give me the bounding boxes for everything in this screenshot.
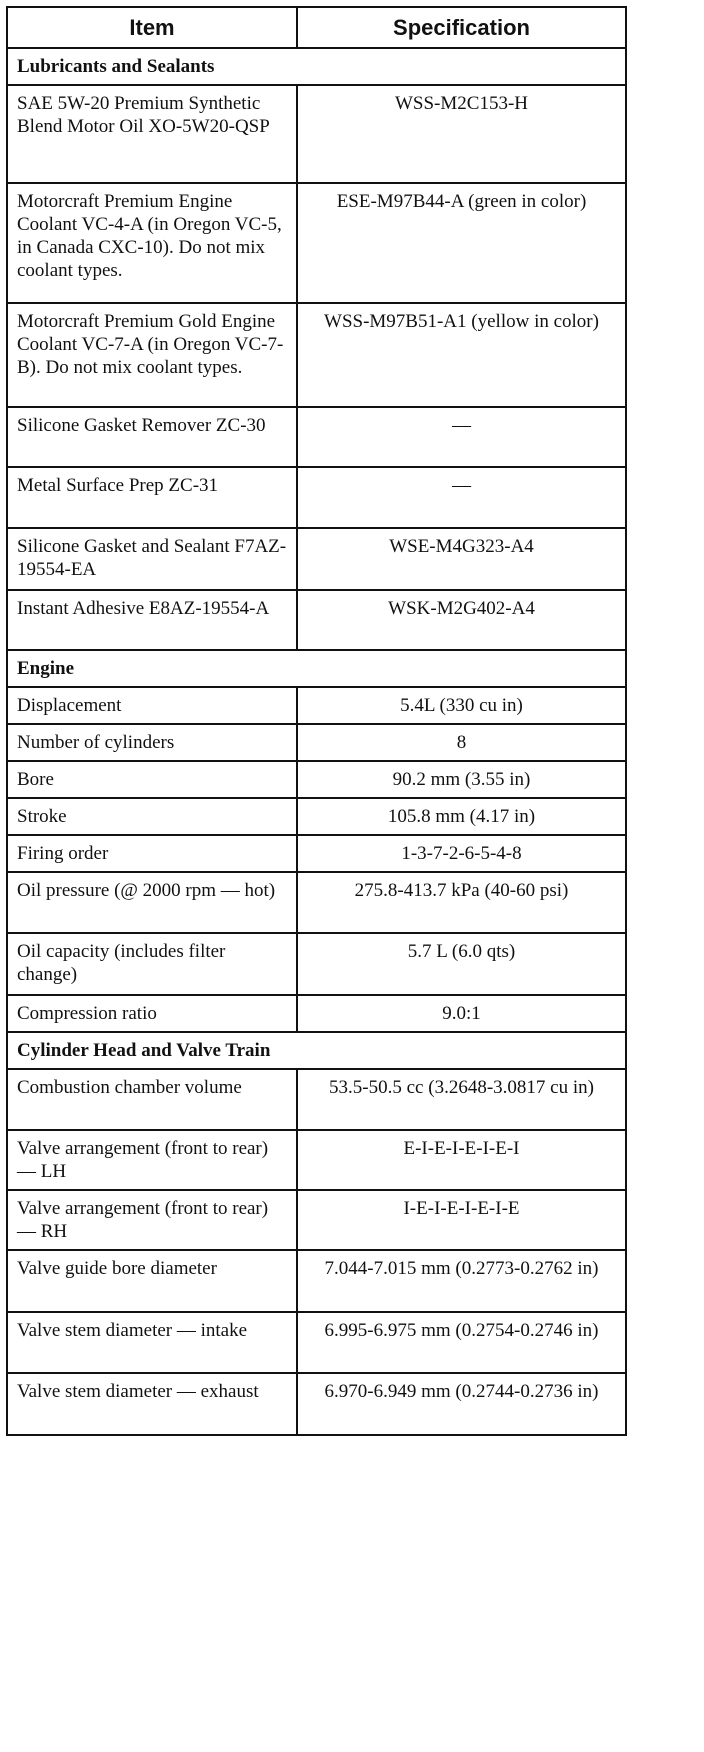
section-row <box>7 48 626 85</box>
spec-cell: I-E-I-E-I-E-I-E <box>297 1190 626 1250</box>
spec-cell: WSE-M4G323-A4 <box>297 528 626 590</box>
spec-cell: — <box>297 467 626 528</box>
spec-cell: ESE-M97B44-A (green in color) <box>297 183 626 303</box>
item-cell: Stroke <box>7 798 297 835</box>
item-cell: Valve stem diameter — exhaust <box>7 1373 297 1435</box>
spec-cell: 275.8-413.7 kPa (40-60 psi) <box>297 872 626 933</box>
table-row <box>7 761 626 798</box>
spec-cell: 105.8 mm (4.17 in) <box>297 798 626 835</box>
section-row <box>7 650 626 687</box>
item-cell: Bore <box>7 761 297 798</box>
item-cell: Compression ratio <box>7 995 297 1032</box>
item-cell: Valve stem diameter — intake <box>7 1312 297 1373</box>
item-cell: Oil pressure (@ 2000 rpm — hot) <box>7 872 297 933</box>
spec-cell: 9.0:1 <box>297 995 626 1032</box>
section-title: Lubricants and Sealants <box>7 48 626 85</box>
header-specification: Specification <box>297 7 626 48</box>
table-row <box>7 183 626 303</box>
item-cell: Valve guide bore diameter <box>7 1250 297 1312</box>
spec-cell: 90.2 mm (3.55 in) <box>297 761 626 798</box>
table-row <box>7 528 626 590</box>
table-row <box>7 467 626 528</box>
table-body <box>7 48 626 1435</box>
spec-cell: WSS-M2C153-H <box>297 85 626 183</box>
item-cell: Motorcraft Premium Gold Engine Coolant VC-7-A (in Oregon VC-7-B). Do not mix coolant types. <box>7 303 297 407</box>
item-cell: Motorcraft Premium Engine Coolant VC-4-A (in Oregon VC-5, in Canada CXC-10). Do not mix coolant types. <box>7 183 297 303</box>
table-row <box>7 85 626 183</box>
table-row <box>7 798 626 835</box>
table-row <box>7 1312 626 1373</box>
spec-cell: WSS-M97B51-A1 (yellow in color) <box>297 303 626 407</box>
specification-table <box>6 6 627 1436</box>
table-row <box>7 933 626 995</box>
table-row <box>7 1190 626 1250</box>
item-cell: Silicone Gasket and Sealant F7AZ-19554-EA <box>7 528 297 590</box>
spec-cell: 7.044-7.015 mm (0.2773-0.2762 in) <box>297 1250 626 1312</box>
table-row <box>7 303 626 407</box>
spec-cell: 6.970-6.949 mm (0.2744-0.2736 in) <box>297 1373 626 1435</box>
spec-cell: 5.7 L (6.0 qts) <box>297 933 626 995</box>
item-cell: Firing order <box>7 835 297 872</box>
item-cell: SAE 5W-20 Premium Synthetic Blend Motor Oil XO-5W20-QSP <box>7 85 297 183</box>
spec-cell: 6.995-6.975 mm (0.2754-0.2746 in) <box>297 1312 626 1373</box>
spec-cell: 1-3-7-2-6-5-4-8 <box>297 835 626 872</box>
spec-cell: E-I-E-I-E-I-E-I <box>297 1130 626 1190</box>
table-row <box>7 995 626 1032</box>
spec-cell: 5.4L (330 cu in) <box>297 687 626 724</box>
item-cell: Metal Surface Prep ZC-31 <box>7 467 297 528</box>
header-row <box>7 7 626 48</box>
table-row <box>7 590 626 650</box>
item-cell: Silicone Gasket Remover ZC-30 <box>7 407 297 467</box>
table-row <box>7 1373 626 1435</box>
table-row <box>7 724 626 761</box>
table-row <box>7 1069 626 1130</box>
section-row <box>7 1032 626 1069</box>
section-title: Engine <box>7 650 626 687</box>
spec-cell: 53.5-50.5 cc (3.2648-3.0817 cu in) <box>297 1069 626 1130</box>
table-row <box>7 872 626 933</box>
item-cell: Oil capacity (includes filter change) <box>7 933 297 995</box>
spec-cell: WSK-M2G402-A4 <box>297 590 626 650</box>
item-cell: Instant Adhesive E8AZ-19554-A <box>7 590 297 650</box>
section-title: Cylinder Head and Valve Train <box>7 1032 626 1069</box>
table-row <box>7 407 626 467</box>
table-row <box>7 1130 626 1190</box>
spec-cell: — <box>297 407 626 467</box>
item-cell: Valve arrangement (front to rear) — LH <box>7 1130 297 1190</box>
item-cell: Combustion chamber volume <box>7 1069 297 1130</box>
item-cell: Valve arrangement (front to rear) — RH <box>7 1190 297 1250</box>
table-row <box>7 687 626 724</box>
table-row <box>7 835 626 872</box>
header-item: Item <box>7 7 297 48</box>
item-cell: Displacement <box>7 687 297 724</box>
spec-cell: 8 <box>297 724 626 761</box>
table-row <box>7 1250 626 1312</box>
table-header <box>7 7 626 48</box>
item-cell: Number of cylinders <box>7 724 297 761</box>
